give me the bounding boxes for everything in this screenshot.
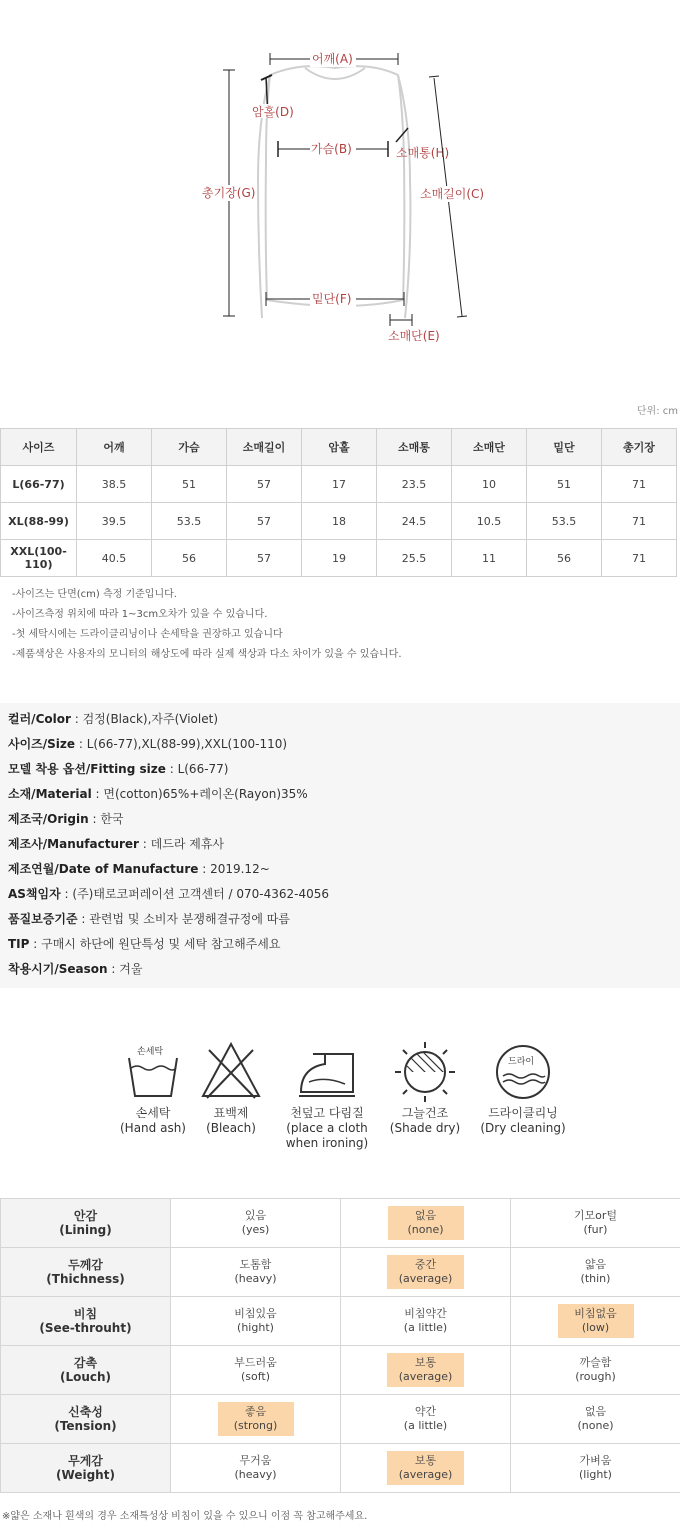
care-label: 천덮고 다림질 (place a cloth when ironing): [285, 1106, 369, 1150]
table-row: [1, 503, 677, 540]
size-notes: [12, 585, 402, 665]
fabric-option-label: 무거움 (heavy): [234, 1454, 277, 1481]
table-cell: 56: [152, 540, 227, 577]
measurement-diagram: [0, 0, 680, 400]
fabric-option-selected: 중간 (average): [387, 1255, 465, 1289]
care-item-dry-clean: [475, 1040, 571, 1136]
size-table-header: [1, 429, 677, 466]
fabric-option: [341, 1297, 511, 1346]
table-row: [1, 1248, 680, 1297]
care-label: 손세탁 (Hand ash): [120, 1106, 186, 1135]
header-sleeve-width: 소매통: [377, 429, 452, 466]
fabric-option-label: 없음 (none): [577, 1405, 614, 1432]
header-chest: 가슴: [152, 429, 227, 466]
table-cell: 51: [527, 466, 602, 503]
table-row: [1, 466, 677, 503]
fabric-option: [341, 1395, 511, 1444]
table-row: [1, 1199, 680, 1248]
label-total-length: 총기장(G): [202, 186, 256, 200]
hand-wash-icon: [123, 1040, 183, 1102]
care-label: 표백제 (Bleach): [206, 1106, 256, 1135]
table-cell: 10: [452, 466, 527, 503]
table-cell: 40.5: [77, 540, 152, 577]
table-row: [1, 1444, 680, 1493]
table-cell: 57: [227, 466, 302, 503]
svg-text:손세탁: 손세탁: [137, 1047, 164, 1057]
info-row-manufacturer: 제조사/Manufacturer : 데드라 제휴사: [8, 837, 225, 851]
table-cell: 25.5: [377, 540, 452, 577]
fabric-option-label: 부드러움 (soft): [234, 1356, 277, 1383]
size-cell: L(66-77): [1, 466, 77, 503]
fabric-option-selected: 보통 (average): [387, 1353, 465, 1387]
table-row: [1, 1297, 680, 1346]
info-row-color: 컬러/Color : 검정(Black),자주(Violet): [8, 712, 218, 726]
table-cell: 17: [302, 466, 377, 503]
label-sleeve-length: 소매길이(C): [420, 187, 485, 201]
care-item-iron: [279, 1040, 375, 1151]
fabric-option: [171, 1248, 341, 1297]
table-row: [1, 1346, 680, 1395]
info-row-quality: 품질보증기준 : 관련법 및 소비자 분쟁해결규정에 따름: [8, 912, 290, 926]
table-cell: 18: [302, 503, 377, 540]
header-sleeve-length: 소매길이: [227, 429, 302, 466]
header-sleeve-hem: 소매단: [452, 429, 527, 466]
header-hem: 밑단: [527, 429, 602, 466]
fabric-attribute: 무게감 (Weight): [1, 1444, 171, 1493]
dry-clean-icon: [491, 1040, 555, 1102]
info-row-material: 소재/Material : 면(cotton)65%+레이온(Rayon)35%: [8, 787, 308, 801]
table-cell: 57: [227, 540, 302, 577]
fabric-option-label: 도톰함 (heavy): [234, 1258, 277, 1285]
care-instructions: [105, 1040, 585, 1170]
fabric-option: [341, 1444, 511, 1493]
fabric-option: [341, 1199, 511, 1248]
label-chest: 가슴(B): [311, 142, 352, 156]
fabric-option: [511, 1444, 680, 1493]
info-row-season: 착용시기/Season : 겨울: [8, 962, 143, 976]
fabric-option-label: 비침약간 (a little): [403, 1307, 448, 1334]
fabric-option: [511, 1395, 680, 1444]
fabric-option: [511, 1199, 680, 1248]
table-cell: 56: [527, 540, 602, 577]
fabric-table: [0, 1198, 680, 1493]
fabric-attribute: 신축성 (Tension): [1, 1395, 171, 1444]
table-cell: 71: [602, 503, 677, 540]
info-row-fitting: 모델 착용 옵션/Fitting size : L(66-77): [8, 762, 229, 776]
info-row-date: 제조연월/Date of Manufacture : 2019.12~: [8, 862, 270, 876]
fabric-option: [171, 1395, 341, 1444]
table-row: [1, 540, 677, 577]
fabric-option-selected: 보통 (average): [387, 1451, 465, 1485]
fabric-option-label: 기모or털 (fur): [573, 1209, 618, 1236]
fabric-option: [171, 1346, 341, 1395]
label-hem: 밑단(F): [312, 292, 352, 306]
iron-icon: [295, 1040, 359, 1102]
info-row-tip: TIP : 구매시 하단에 원단특성 및 세탁 참고해주세요: [8, 937, 281, 951]
fabric-option-selected: 없음 (none): [388, 1206, 464, 1240]
table-cell: 53.5: [152, 503, 227, 540]
garment-outline: [0, 0, 680, 400]
note-line: -사이즈측정 위치에 따라 1~3cm오차가 있을 수 있습니다.: [12, 609, 268, 620]
fabric-option: [511, 1346, 680, 1395]
footnote: ※얇은 소재나 흰색의 경우 소재특성상 비침이 있을 수 있으니 이점 꼭 참고해주세요.: [2, 1511, 368, 1522]
note-line: -제품색상은 사용자의 모니터의 해상도에 따라 실제 색상과 다소 차이가 있을 수 있습니다.: [12, 649, 402, 660]
fabric-option: [511, 1248, 680, 1297]
label-sleeve-hem: 소매단(E): [388, 329, 440, 343]
svg-text:드라이: 드라이: [508, 1057, 535, 1067]
no-bleach-icon: [199, 1040, 263, 1102]
table-cell: 24.5: [377, 503, 452, 540]
fabric-option-label: 까슬함 (rough): [575, 1356, 616, 1383]
fabric-option-selected: 좋음 (strong): [218, 1402, 294, 1436]
header-armhole: 암홀: [302, 429, 377, 466]
fabric-option-label: 가벼움 (light): [579, 1454, 612, 1481]
fabric-option-label: 약간 (a little): [403, 1405, 448, 1432]
table-cell: 57: [227, 503, 302, 540]
care-label: 그늘건조 (Shade dry): [389, 1106, 461, 1135]
fabric-option: [341, 1248, 511, 1297]
fabric-option-label: 비침있음 (hight): [234, 1307, 277, 1334]
fabric-attribute: 두께감 (Thichness): [1, 1248, 171, 1297]
table-cell: 19: [302, 540, 377, 577]
note-line: -사이즈는 단면(cm) 측정 기준입니다.: [12, 589, 177, 600]
note-line: -첫 세탁시에는 드라이클리닝이나 손세탁을 권장하고 있습니다: [12, 629, 283, 640]
table-cell: 71: [602, 466, 677, 503]
table-cell: 39.5: [77, 503, 152, 540]
info-row-origin: 제조국/Origin : 한국: [8, 812, 124, 826]
care-label: 드라이클리닝 (Dry cleaning): [480, 1106, 566, 1135]
label-sleeve-width: 소매통(H): [396, 146, 450, 160]
info-row-size: 사이즈/Size : L(66-77),XL(88-99),XXL(100-110): [8, 737, 288, 751]
shade-dry-icon: [393, 1040, 457, 1102]
fabric-option-label: 얇음 (thin): [580, 1258, 611, 1285]
fabric-option-label: 있음 (yes): [241, 1209, 270, 1236]
table-cell: 10.5: [452, 503, 527, 540]
fabric-option: [341, 1346, 511, 1395]
header-size: 사이즈: [1, 429, 77, 466]
size-cell: XXL(100-110): [1, 540, 77, 577]
fabric-option: [171, 1297, 341, 1346]
table-cell: 71: [602, 540, 677, 577]
care-item-bleach: [183, 1040, 279, 1136]
table-cell: 11: [452, 540, 527, 577]
info-row-as: AS책임자 : (주)태로코퍼레이션 고객센터 / 070-4362-4056: [8, 887, 329, 901]
label-shoulder: 어깨(A): [312, 52, 353, 66]
fabric-option: [171, 1199, 341, 1248]
header-shoulder: 어깨: [77, 429, 152, 466]
size-table: [0, 428, 677, 577]
fabric-option: [171, 1444, 341, 1493]
size-cell: XL(88-99): [1, 503, 77, 540]
table-cell: 23.5: [377, 466, 452, 503]
fabric-attribute: 안감 (Lining): [1, 1199, 171, 1248]
care-item-shade-dry: [377, 1040, 473, 1136]
table-cell: 38.5: [77, 466, 152, 503]
table-cell: 51: [152, 466, 227, 503]
fabric-option-selected: 비침없음 (low): [558, 1304, 634, 1338]
table-row: [1, 1395, 680, 1444]
table-cell: 53.5: [527, 503, 602, 540]
label-armhole: 암홀(D): [252, 105, 294, 119]
fabric-attribute: 비침 (See-throuht): [1, 1297, 171, 1346]
fabric-attribute: 감촉 (Louch): [1, 1346, 171, 1395]
fabric-option: [511, 1297, 680, 1346]
header-total-length: 총기장: [602, 429, 677, 466]
product-info: [0, 703, 680, 988]
unit-label: 단위: cm: [636, 406, 678, 417]
